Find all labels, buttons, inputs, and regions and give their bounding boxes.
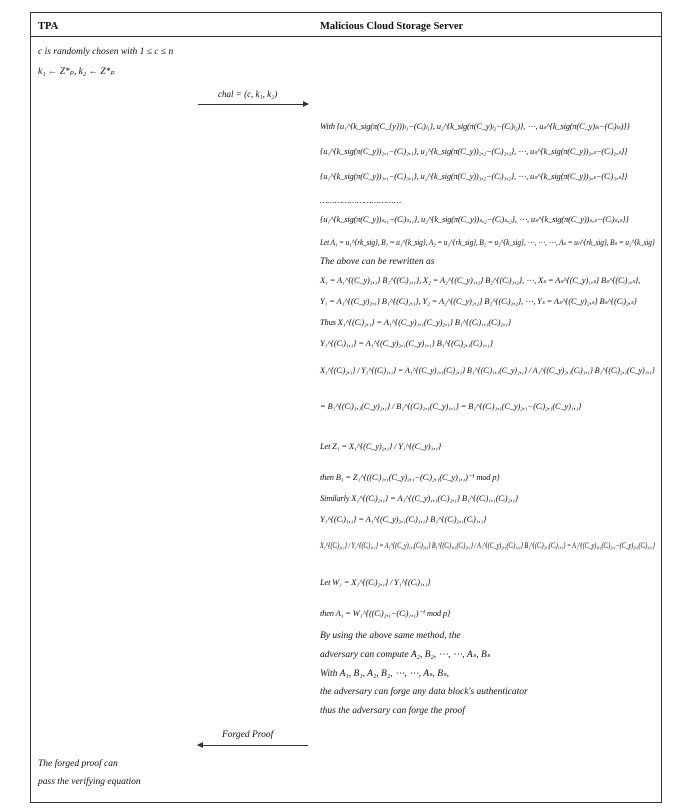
server-line: Let A₁ = u₁^{rk_sig}, B₁ = u₁^{k_sig}, A₂ = u₂^{rk_sig}, B₂ = u₂^{k_sig}, ⋯, ⋯, ⋯, Aₛ = uₙ^{rk_sig}, Bₛ = u₂^{k_sig} xyxy=(320,237,655,247)
tpa-conclusion-line: The forged proof can xyxy=(38,759,118,769)
tpa-step-choose-c: c is randomly chosen with 1 ≤ c ≤ n xyxy=(38,47,174,57)
chal-label: chal = (c, k₁, k₂) xyxy=(218,89,278,99)
server-line: = B₁^{(Cᵢ)₁,₁(C_y)₂,₁} / B₁^{(Cᵢ)₂,₁(C_y)₁,₁} = B₁^{(Cᵢ)₁,₁(C_y)₂,₁−(Cᵢ)₂,₁(C_y)₁,₁} xyxy=(320,401,582,411)
server-line: Let Z₁ = X₁^{(C_y)₂,₁} / Y₁^{(C_y)₁,₁} xyxy=(320,441,442,451)
tpa-conclusion-line: pass the verifying equation xyxy=(38,777,141,787)
server-line: {u₁^{k_sig(π(C_y))₃,₁−(Cᵢ)₃,₁}, u₂^{k_sig(π(C_y))₃,₂−(Cᵢ)₃,₂}, ⋯, uₛ^{k_sig(π(C_y))₃,ₛ−(Cᵢ)₃,ₛ}} xyxy=(320,171,628,181)
server-line: then B₁ = Z₁^{((Cᵢ)₁,₁(C_y)₂,₁−(Cᵢ)₂,₁(C_y)₁,₁)⁻¹ mod p} xyxy=(320,472,500,482)
server-line: X₁^{(Cᵢ)₂,₁} / Y₁^{(Cᵢ)₁,₁} = A₁^{(C_y)₁,₁(Cᵢ)₂,₁} B₁^{(Cᵢ)₁,₁(Cᵢ)₂,₁} / A₁^{(C_y)₂,₁(Cᵢ)₁,₁} B₁^{(Cᵢ)₂,₁(Cᵢ)₁,₁} = A₁^{(C_y)₁,₁(Cᵢ)₂,₁−(C_y)₂,₁(Cᵢ)₁,₁} xyxy=(320,540,655,550)
tpa-header: TPA xyxy=(38,21,59,32)
server-line: adversary can compute A₂, B₂, ⋯, ⋯, Aₛ, Bₛ xyxy=(320,650,491,660)
server-line: then A₁ = W₁^{((Cᵢ)₂,₁−(Cᵢ)₁,₁)⁻¹ mod p} xyxy=(320,608,451,618)
server-line: X₁ = A₁^{(C_y)₁,₁} B₁^{(Cᵢ)₁,₁}, X₂ = A₂^{(C_y)₁,₂} B₂^{(Cᵢ)₁,₂}, ⋯, Xₛ = Aₛ^{(C_y)₁,ₛ} Bₛ^{(Cᵢ)₁,ₛ}, xyxy=(320,275,641,285)
forged-proof-arrow xyxy=(198,745,308,746)
server-line: With {u₁^{k_sig(π(C_{y}))ₗ₁−(Cᵢ)ₗ₁}, u₂^{k_sig(π(C_y)ₗ₂−(Cᵢ)ₗ₂)}, ⋯, uₛ^{k_sig(π(C_y)ₗₛ−(Cᵢ)ₗₛ)}} xyxy=(320,121,630,131)
header-divider xyxy=(30,36,662,37)
server-line: the adversary can forge any data block's authenticator xyxy=(320,687,528,697)
server-line: Let W₁ = X₁^{(Cᵢ)₂,₁} / Y₁^{(Cᵢ)₁,₁} xyxy=(320,577,431,587)
server-line: …………………………… xyxy=(320,195,401,205)
server-line: By using the above same method, the xyxy=(320,631,461,641)
server-line: {u₁^{k_sig(π(C_y))ₛ,₁−(Cᵢ)ₛ,₁}, u₂^{k_sig(π(C_y))ₛ,₂−(Cᵢ)ₛ,₂}, ⋯, uₛ^{k_sig(π(C_y))ₛ,ₛ−(Cᵢ)ₛ,ₛ}} xyxy=(320,214,629,224)
chal-arrow xyxy=(198,104,308,105)
server-line: The above can be rewritten as xyxy=(320,257,435,267)
server-line: Similarly X₁^{(Cᵢ)₂,₁} = A₁^{(C_y)₁,₁(Cᵢ)₂,₁} B₁^{(Cᵢ)₁,₁(Cᵢ)₂,₁} xyxy=(320,493,519,503)
server-line: Y₁^{(Cᵢ)₁,₁} = A₁^{(C_y)₂,₁(Cᵢ)₁,₁} B₁^{(Cᵢ)₂,₁(Cᵢ)₁,₁} xyxy=(320,514,487,524)
server-line: {u₁^{k_sig(π(C_y))₂,₁−(Cᵢ)₂,₁}, u₂^{k_sig(π(C_y))₂,₂−(Cᵢ)₂,₂}, ⋯, uₛ^{k_sig(π(C_y))₂,ₛ−(Cᵢ)₂,ₛ}} xyxy=(320,146,628,156)
server-line: thus the adversary can forge the proof xyxy=(320,706,465,716)
server-line: Y₁ = A₁^{(C_y)₂,₁} B₁^{(Cᵢ)₂,₁}, Y₂ = A₂^{(C_y)₂,₂} B₂^{(Cᵢ)₂,₂}, ⋯, Yₛ = Aₛ^{(C_y)₂,ₛ} Bₛ^{(Cᵢ)₂,ₛ} xyxy=(320,296,637,306)
server-line: With A₁, B₁, A₂, B₂, ⋯, ⋯, Aₛ, Bₛ, xyxy=(320,669,450,679)
server-header: Malicious Cloud Storage Server xyxy=(320,21,464,32)
server-line: Y₁^{(Cᵢ)₁,₁} = A₁^{(C_y)₂,₁(C_y)₁,₁} B₁^{(Cᵢ)₂,₁(Cᵢ)₁,₁} xyxy=(320,338,493,348)
server-line: Thus X₁^{(Cᵢ)₂,₁} = A₁^{(C_y)₁,₁(C_y)₂,₁} B₁^{(Cᵢ)₁,₁(Cᵢ)₂,₁} xyxy=(320,317,511,327)
tpa-step-keys: k₁ ← Z*ₚ, k₂ ← Z*ₚ xyxy=(38,67,115,77)
server-line: X₁^{(Cᵢ)₂,₁} / Y₁^{(Cᵢ)₁,₁} = A₁^{(C_y)₁,₁(Cᵢ)₂,₁} B₁^{(Cᵢ)₁,₁(C_y)₂,₁} / A₁^{(C_y)₂,₁(Cᵢ)₁,₁} B₁^{(Cᵢ)₂,₁(C_y)₁,₁} xyxy=(320,365,655,375)
forged-proof-label: Forged Proof xyxy=(222,730,274,740)
